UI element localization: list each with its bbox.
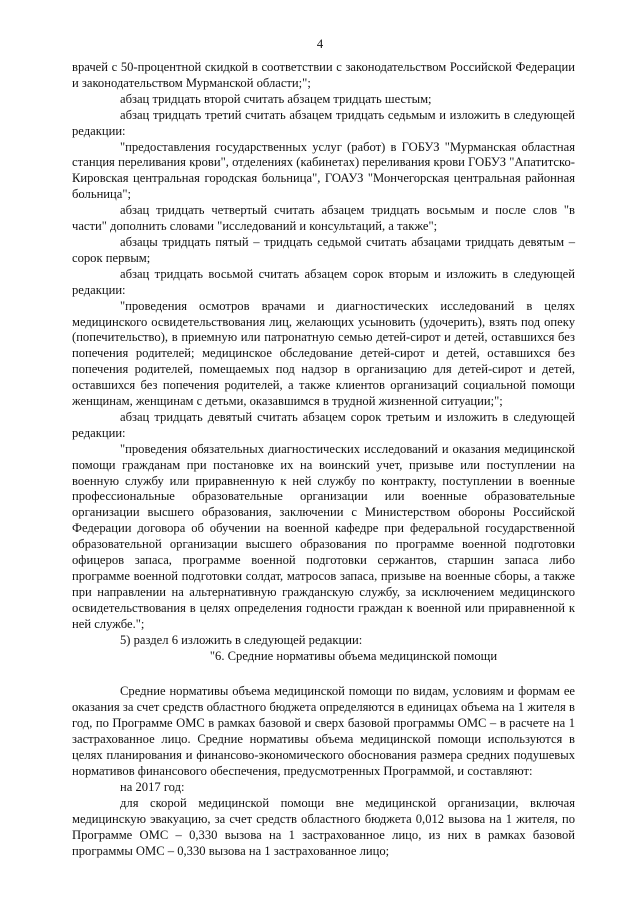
document-body [72, 60, 575, 859]
page-number: 4 [316, 37, 324, 51]
paragraph: абзацы тридцать пятый – тридцать седьмой считать абзацами тридцать девятым – сорок первым; [72, 234, 575, 265]
paragraph: "проведения осмотров врачами и диагностических исследований в целях медицинского освидетельствования лиц, желающих усыновить (удочерить), взять под опеку (попечительство), в приемную или патронатную семью детей-сирот и детей, оставшихся без попечения родителей; медицинское обследование детей-сирот и детей, оставшихся без попечения родителей, помещаемых под надзор в организацию для детей-сирот и детей, оставшихся без попечения родителей, а также клиентов организаций социальной помощи женщинам, женщинам с детьми, оказавшимся в трудной жизненной ситуации;"; [72, 298, 575, 409]
paragraph: врачей с 50-процентной скидкой в соответствии с законодательством Российской Федерации и законодательством Мурманской области;"; [72, 60, 575, 90]
paragraph: на 2017 год: [120, 779, 185, 794]
section-heading: "6. Средние нормативы объема медицинской помощи [209, 648, 498, 663]
paragraph: Средние нормативы объема медицинской помощи по видам, условиям и формам ее оказания за счет средств областного бюджета определяются в единицах объема на 1 жителя в год, по Программе ОМС в рамках базовой и сверх базовой программы ОМС – в расчете на 1 застрахованное лицо. Средние нормативы объема медицинской помощи используются в целях планирования и финансово-экономического обоснования размера средних подушевых нормативов финансового обеспечения, предусмотренных Программой, и составляют: [72, 684, 575, 778]
paragraph: абзац тридцать девятый считать абзацем сорок третьим и изложить в следующей редакции: [72, 409, 575, 440]
spacer [72, 664, 575, 684]
paragraph: "проведения обязательных диагностических исследований и оказания медицинской помощи гражданам при постановке их на воинский учет, призыве или поступлении на военную службу или приравненную к ней службу по контракту, поступлении в военные профессиональные образовательные организации или военные образовательные организации высшего образования, заключении с Министерством обороны Российской Федерации договора об обучении на военной кафедре при федеральной государственной образовательной организации высшего образования по программе военной подготовки офицеров запаса, программе военной подготовки сержантов, старшин запаса либо программе военной подготовки солдат, матросов запаса, призыве на военные сборы, а также при направлении на альтернативную гражданскую службу, за исключением медицинского освидетельствования в целях определения годности граждан к военной или приравненной к ней службе."; [72, 441, 575, 631]
paragraph: абзац тридцать четвертый считать абзацем тридцать восьмым и после слов "в части" дополнить словами "исследований и консультаций, а также"; [72, 203, 575, 234]
paragraph: абзац тридцать третий считать абзацем тридцать седьмым и изложить в следующей редакции: [72, 107, 575, 138]
paragraph: "предоставления государственных услуг (работ) в ГОБУЗ "Мурманская областная станция переливания крови", отделениях (кабинетах) переливания крови ГОБУЗ "Апатитско-Кировская центральная городская больница", ГОАУЗ "Мончегорская центральная районная больница"; [72, 139, 575, 202]
paragraph: для скорой медицинской помощи вне медицинской организации, включая медицинскую эвакуацию, за счет средств областного бюджета 0,012 вызова на 1 жителя, по Программе ОМС – 0,330 вызова на 1 застрахованное лицо, из них в рамках базовой программы ОМС – 0,330 вызова на 1 застрахованное лицо; [72, 795, 575, 858]
paragraph: абзац тридцать восьмой считать абзацем сорок вторым и изложить в следующей редакции: [72, 266, 575, 297]
paragraph: 5) раздел 6 изложить в следующей редакции: [120, 632, 363, 647]
paragraph: абзац тридцать второй считать абзацем тридцать шестым; [120, 91, 432, 106]
